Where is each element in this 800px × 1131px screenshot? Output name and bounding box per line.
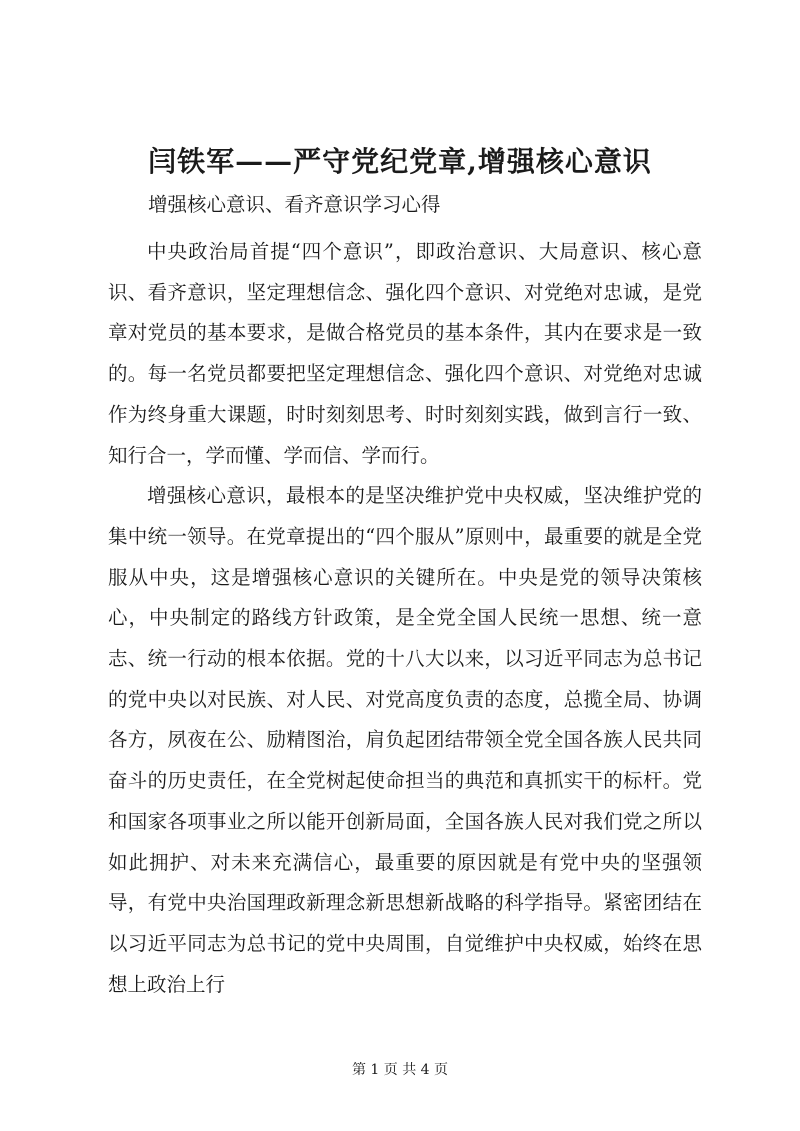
page-footer: 第 1 页 共 4 页 xyxy=(351,1062,449,1078)
document-body xyxy=(108,232,702,1005)
paragraph-core-consciousness: 增强核心意识，最根本的是坚决维护党中央权威，坚决维护党的集中统一领导。在党章提出的“四个服从”原则中，最重要的就是全党服从中央，这是增强核心意识的关键所在。中央是党的领导决策核心，中央制定的路线方针政策，是全党全国人民统一思想、统一意志、统一行动的根本依据。党的十八大以来，以习近平同志为总书记的党中央以对民族、对人民、对党高度负责的态度，总揽全局、协调各方，夙夜在公、励精图治，肩负起团结带领全党全国各族人民共同奋斗的历史责任，在全党树起使命担当的典范和真抓实干的标杆。党和国家各项事业之所以能开创新局面，全国各族人民对我们党之所以如此拥护、对未来充满信心，最重要的原因就是有党中央的坚强领导，有党中央治国理政新理念新思想新战略的科学指导。紧密团结在以习近平同志为总书记的党中央周围，自觉维护中央权威，始终在思想上政治上行 xyxy=(108,484,702,996)
document-subtitle: 增强核心意识、看齐意识学习心得 xyxy=(148,193,441,216)
paragraph-four-consciousness: 中央政治局首提“四个意识”，即政治意识、大局意识、核心意识、看齐意识，坚定理想信念、强化四个意识、对党绝对忠诚，是党章对党员的基本要求，是做合格党员的基本条件，其内在要求是一致的。每一名党员都要把坚定理想信念、强化四个意识、对党绝对忠诚作为终身重大课题，时时刻刻思考、时时刻刻实践，做到言行一致、知行合一，学而懂、学而信、学而行。 xyxy=(108,240,702,467)
document-title: 闫铁军——严守党纪党章,增强核心意识 xyxy=(148,145,652,178)
